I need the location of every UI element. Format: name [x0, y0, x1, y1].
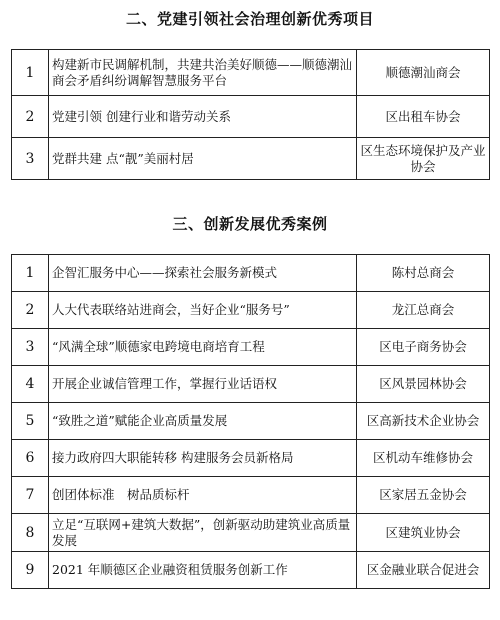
row-number: 2: [12, 96, 49, 138]
row-number: 8: [12, 514, 49, 552]
table-row: [12, 552, 490, 589]
project-name: 开展企业诚信管理工作，掌握行业话语权: [49, 366, 357, 403]
row-number: 2: [12, 292, 49, 329]
organization-name: 区风景园林协会: [357, 366, 490, 403]
table-row: [12, 292, 490, 329]
project-name: 接力政府四大职能转移 构建服务会员新格局: [49, 440, 357, 477]
innovation-cases-table: [11, 254, 490, 589]
organization-name: 区高新技术企业协会: [357, 403, 490, 440]
table-row: [12, 477, 490, 514]
row-number: 7: [12, 477, 49, 514]
project-name: 构建新市民调解机制，共建共治美好顺德——顺德潮汕商会矛盾纠纷调解智慧服务平台: [49, 50, 357, 96]
row-number: 4: [12, 366, 49, 403]
organization-name: 陈村总商会: [357, 255, 490, 292]
project-name: 2021 年顺德区企业融资租赁服务创新工作: [49, 552, 357, 589]
table-row: [12, 138, 490, 180]
project-name: 人大代表联络站进商会，当好企业“服务号”: [49, 292, 357, 329]
party-building-projects-table: [11, 49, 490, 180]
organization-name: 区出租车协会: [357, 96, 490, 138]
project-name: 企智汇服务中心——探索社会服务新模式: [49, 255, 357, 292]
organization-name: 区金融业联合促进会: [357, 552, 490, 589]
row-number: 1: [12, 50, 49, 96]
row-number: 1: [12, 255, 49, 292]
row-number: 3: [12, 329, 49, 366]
table-row: [12, 403, 490, 440]
project-name: 党群共建 点“靓”美丽村居: [49, 138, 357, 180]
organization-name: 区生态环境保护及产业协会: [357, 138, 490, 180]
organization-name: 区电子商务协会: [357, 329, 490, 366]
project-name: 立足“互联网+建筑大数据”，创新驱动助建筑业高质量发展: [49, 514, 357, 552]
table-row: [12, 255, 490, 292]
section-title-innovation-cases: 三、创新发展优秀案例: [172, 215, 328, 233]
table-row: [12, 440, 490, 477]
organization-name: 区家居五金协会: [357, 477, 490, 514]
project-name: “致胜之道”赋能企业高质量发展: [49, 403, 357, 440]
row-number: 3: [12, 138, 49, 180]
project-name: 党建引领 创建行业和谐劳动关系: [49, 96, 357, 138]
row-number: 5: [12, 403, 49, 440]
table-row: [12, 514, 490, 552]
organization-name: 顺德潮汕商会: [357, 50, 490, 96]
table-row: [12, 50, 490, 96]
organization-name: 龙江总商会: [357, 292, 490, 329]
project-name: “风满全球”顺德家电跨境电商培育工程: [49, 329, 357, 366]
row-number: 6: [12, 440, 49, 477]
project-name: 创团体标准 树品质标杆: [49, 477, 357, 514]
row-number: 9: [12, 552, 49, 589]
table-row: [12, 366, 490, 403]
organization-name: 区建筑业协会: [357, 514, 490, 552]
section-title-party-building: 二、党建引领社会治理创新优秀项目: [125, 10, 374, 28]
organization-name: 区机动车维修协会: [357, 440, 490, 477]
table-row: [12, 96, 490, 138]
table-row: [12, 329, 490, 366]
